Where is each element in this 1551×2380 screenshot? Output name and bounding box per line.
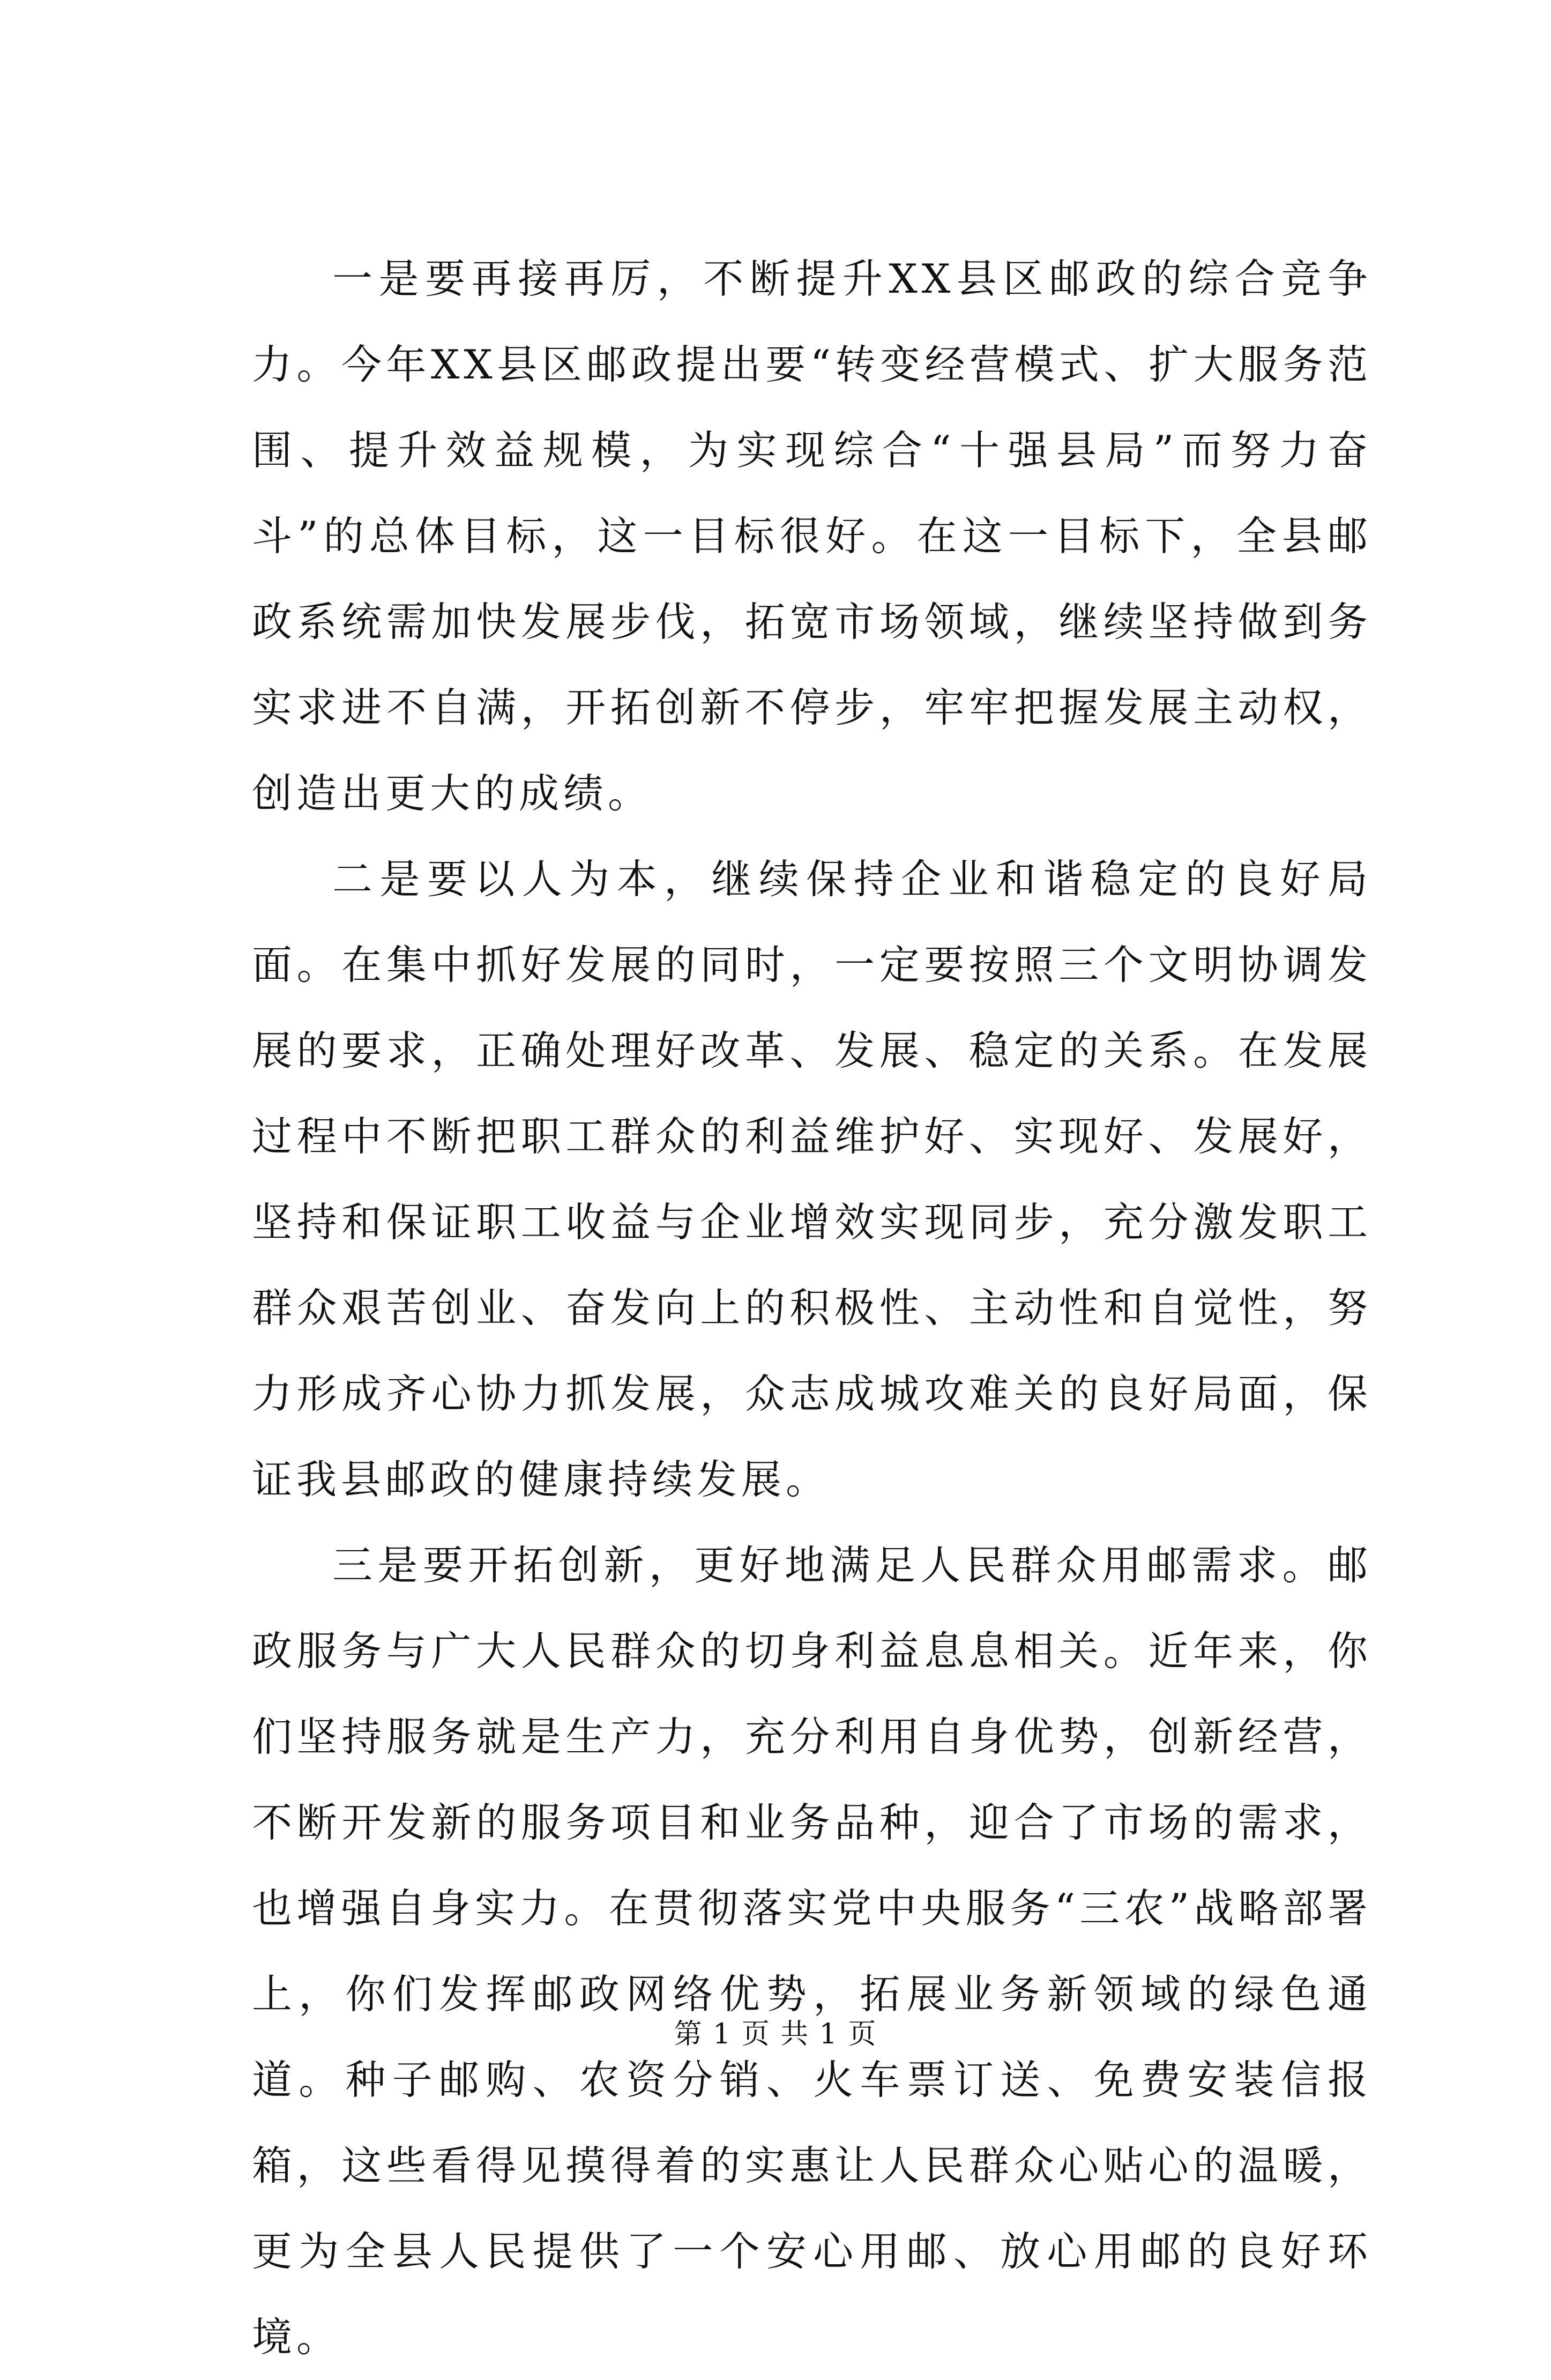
paragraph-3: 三是要开拓创新，更好地满足人民群众用邮需求。邮政服务与广大人民群众的切身利益息息相关。近年来，你们坚持服务就是生产力，充分利用自身优势，创新经营，不断开发新的服务项目和业务品种，迎合了市场的需求，也增强自身实力。在贯彻落实党中央服务“三农”战略部署上，你们发挥邮政网络优势，拓展业务新领域的绿色通道。种子邮购、农资分销、火车票订送、免费安装信报箱，这些看得见摸得着的实惠让人民群众心贴心的温暖，更为全县人民提供了一个安心用邮、放心用邮的良好环境。 (252, 1542, 1372, 2361)
page-footer: 第 1 页 共 1 页 (674, 2018, 877, 2050)
paragraph-1: 一是要再接再厉，不断提升XX县区邮政的综合竞争力。今年XX县区邮政提出要“转变经营模式、扩大服务范围、提升效益规模，为实现综合“十强县局”而努力奋斗”的总体目标，这一目标很好。在这一目标下，全县邮政系统需加快发展步伐，拓宽市场领域，继续坚持做到务实求进不自满，开拓创新不停步，牢牢把握发展主动权，创造出更大的成绩。 (252, 255, 1372, 817)
paragraph-2: 二是要以人为本，继续保持企业和谐稳定的良好局面。在集中抓好发展的同时，一定要按照三个文明协调发展的要求，正确处理好改革、发展、稳定的关系。在发展过程中不断把职工群众的利益维护好、实现好、发展好，坚持和保证职工收益与企业增效实现同步，充分激发职工群众艰苦创业、奋发向上的积极性、主动性和自觉性，努力形成齐心协力抓发展，众志成城攻难关的良好局面，保证我县邮政的健康持续发展。 (252, 856, 1372, 1503)
document-body (252, 236, 1372, 2380)
